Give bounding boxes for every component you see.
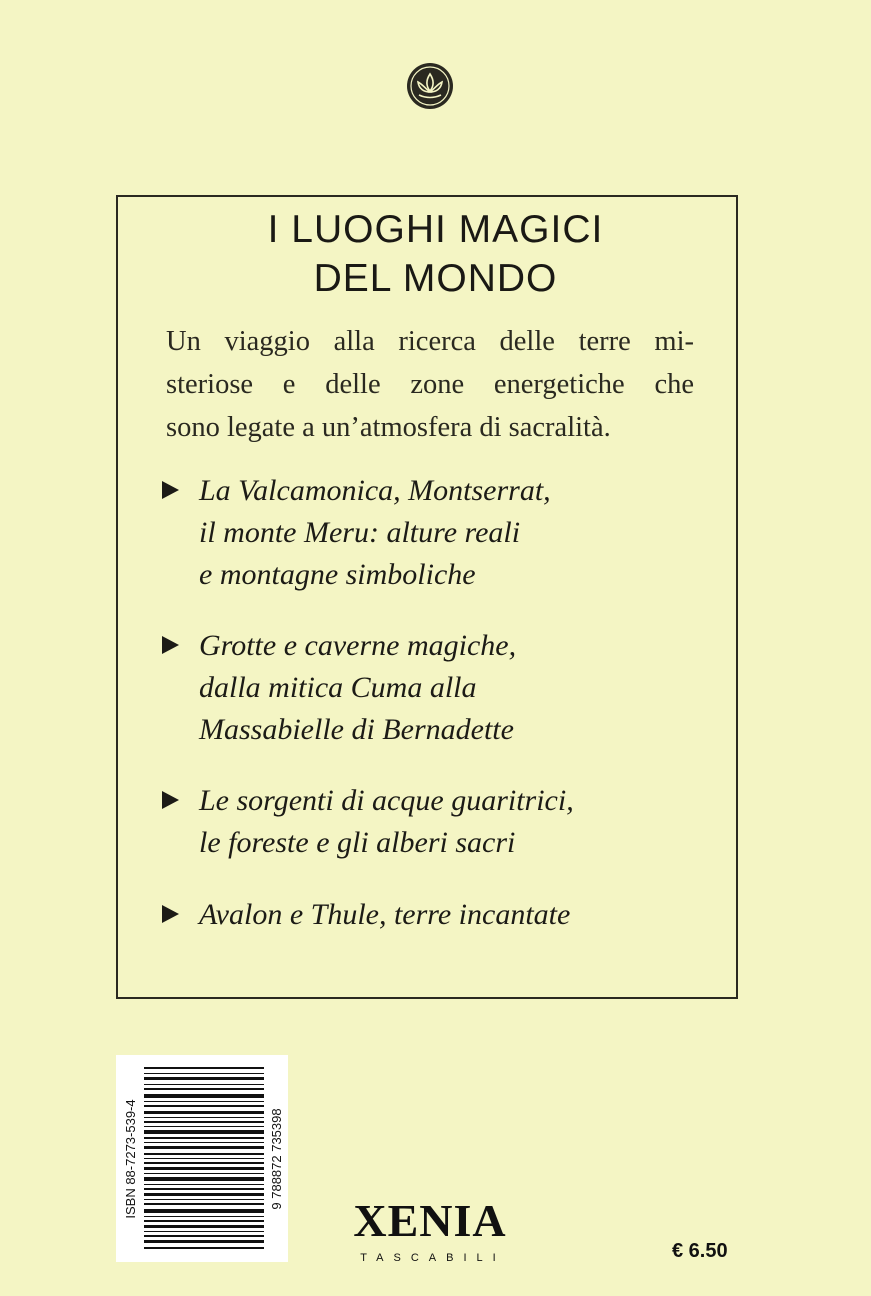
intro-line-1: Un viaggio alla ricerca delle terre mi- (166, 326, 694, 357)
bullet-line: le foreste e gli alberi sacri (199, 826, 516, 859)
triangle-bullet-icon (162, 636, 179, 654)
barcode-number: 9 788872 735398 (269, 1108, 284, 1210)
bullet-line: e montagne simboliche (199, 558, 476, 591)
bullet-line: dalla mitica Cuma alla (199, 671, 477, 704)
bullet-line: Grotte e caverne magiche, (199, 629, 517, 662)
bullet-line: La Valcamonica, Montserrat, (199, 474, 551, 507)
intro-line-2: steriose e delle zone energetiche che (166, 369, 694, 400)
bullet-line: Le sorgenti di acque guaritrici, (199, 784, 574, 817)
bullet-line: il monte Meru: alture reali (199, 516, 521, 549)
content-frame (116, 195, 738, 999)
triangle-bullet-icon (162, 791, 179, 809)
price-label: € 6.50 (672, 1240, 728, 1262)
series-name: TASCABILI (360, 1252, 506, 1264)
barcode (116, 1055, 288, 1262)
isbn-label: ISBN 88-7273-539-4 (123, 1099, 138, 1219)
bullet-line: Avalon e Thule, terre incantate (199, 898, 571, 931)
barcode-bars (144, 1063, 264, 1255)
isbn-text (120, 1069, 140, 1249)
triangle-bullet-icon (162, 905, 179, 923)
book-title-line-2: DEL MONDO (313, 257, 558, 300)
lotus-emblem-icon (406, 62, 454, 110)
triangle-bullet-icon (162, 481, 179, 499)
publisher-logo: XENIA (353, 1195, 507, 1246)
barcode-digits (268, 1069, 286, 1249)
intro-line-3: sono legate a un’atmosfera di sacralità. (166, 412, 611, 443)
book-title-line-1: I LUOGHI MAGICI (267, 208, 604, 251)
bullet-line: Massabielle di Bernadette (199, 713, 514, 746)
